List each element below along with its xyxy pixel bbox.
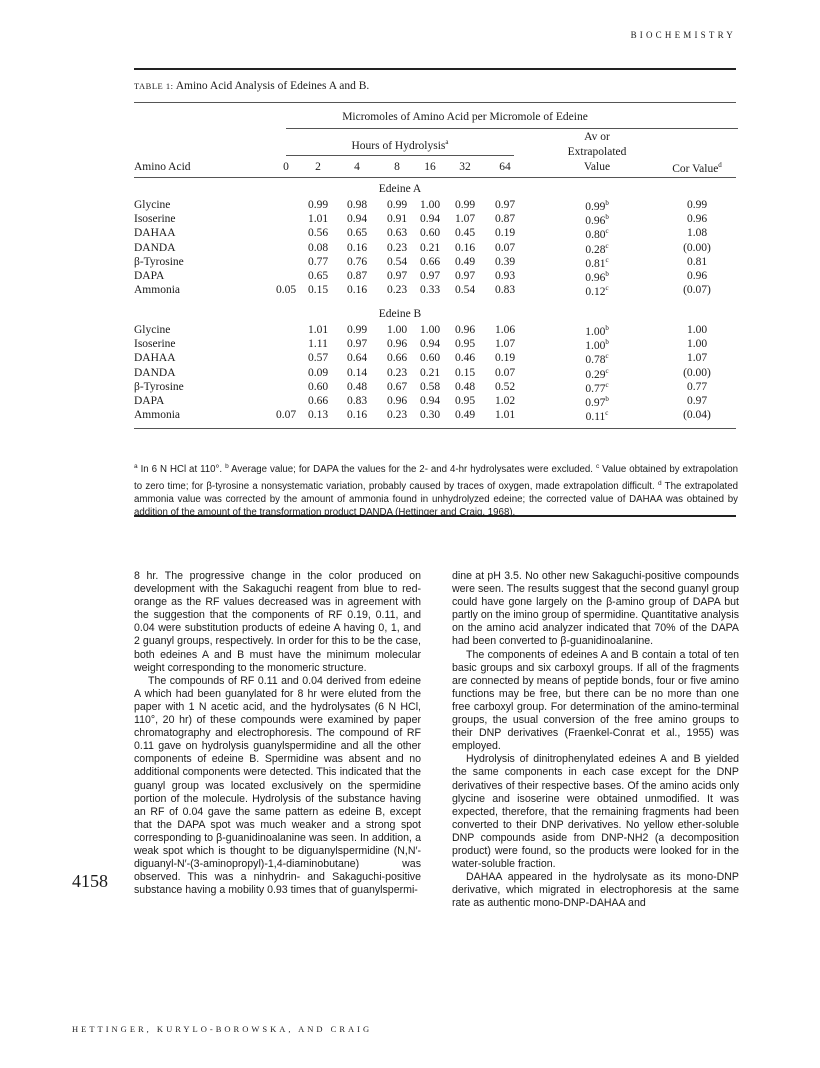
hydrolysis-value: 0.05 [275,284,297,297]
hours-col-label: 2 [315,161,321,173]
paragraph: Hydrolysis of dinitrophenylated edeines A and B yielded the same components in each case except for the DNP derivatives of their respective bases. Of the amino acids only glycine and isoserine were obtained unmodified. It was expected, therefore, that the remaining fragments had been converted to their DNP derivatives. No yellow ether-soluble DNP compounds aside from DNP-NH2 (a decomposition product) were found, so the products were looked for in the water-soluble fraction. [452,753,739,871]
hydrolysis-value: 0.19 [494,352,516,365]
hydrolysis-value: 0.87 [346,270,368,282]
hydrolysis-value: 0.21 [419,241,441,254]
average-number: 0.29 [585,368,606,381]
footnote-mark: c [595,463,600,470]
top-rule [134,68,736,70]
corrected-value: (0.00) [683,366,711,379]
journal-header: BIOCHEMISTRY [630,30,736,40]
amino-acid-name: Isoserine [134,338,176,351]
hydrolysis-value: 0.07 [494,241,516,254]
hydrolysis-value: 0.97 [386,270,408,282]
hydrolysis-value: 0.21 [419,366,441,379]
average-value [585,227,608,241]
amino-acid-name: DAPA [134,270,165,282]
hydrolysis-value: 0.49 [454,409,476,422]
corrected-value: 1.00 [686,338,708,351]
hydrolysis-value: 0.83 [494,284,516,297]
hydrolysis-value: 0.97 [419,270,441,282]
paragraph: dine at pH 3.5. No other new Sakaguchi-positive compounds were seen. The results suggest that the second guanyl group could have gone largely on the β-amino group of DAPA but partly on the imino group of spermidine. Quantitative analysis on the amino acid analyzer indicated that 70% of the DAPA had been converted to β-guanidinoalanine. [452,570,739,648]
cor-header: Cor Value$^d$ [672,161,722,175]
corrected-value: 0.99 [686,199,708,211]
hydrolysis-value: 0.16 [346,284,368,297]
hydrolysis-value: 0.83 [346,395,368,407]
bottom-rule [134,515,736,517]
footnote-text: The extrapolated ammonia value was corrected by the amount of ammonia found in unhydrolyzed edeine; the corrected value of DAHAA was obtained by addition of the amount of the transformation product DANDA (Hettinger and Craig, 1968). [134,480,738,519]
corrected-value: 1.08 [686,227,708,240]
corrected-value: (0.07) [683,284,711,297]
average-number: 0.78 [585,354,606,367]
paragraph: The compounds of RF 0.11 and 0.04 derived from edeine A which had been guanylated for 8 hr were eluted from the paper with 1 N acetic acid, and the hydrolysates (6 N HCl, 110°, 20 hr) of these compounds were examined by paper chromatography and electrophoresis. The compound of RF 0.11 gave on hydrolysis guanylspermidine and all the other components of edeine B. Spermidine was absent and no additional components were detected. This indicated that the guanyl group was located exclusively on the spermidine portion of the molecule. Hydrolysis of the substance having an RF of 0.04 gave the same pattern as edeine B, except that the DAPA spot was much weaker and a strong spot corresponding to β-guanidinoalanine was seen. In addition, a weak spot which is thought to be diguanylspermidine (N,N′-diguanyl-N′-(3-aminopropyl)-1,4-diaminobutane) was observed. This was a ninhydrin- and Sakaguchi-positive substance having a mobility 0.93 times that of guanylspermi- [134,674,421,897]
table-row [0,395,820,409]
hydrolysis-value: 0.76 [346,255,368,268]
hydrolysis-value: 1.00 [386,324,408,336]
hydrolysis-value: 0.66 [307,395,329,407]
hydrolysis-value: 0.08 [307,241,329,254]
table-row [0,324,820,338]
hydrolysis-value: 0.96 [454,324,476,336]
average-number: 0.80 [585,229,606,242]
hydrolysis-value: 0.93 [494,270,516,282]
average-note: c [605,352,609,361]
table-row [0,367,820,381]
average-number: 1.00 [585,340,606,353]
amino-acid-name: DAPA [134,395,165,407]
amino-acid-name: Isoserine [134,213,176,226]
average-note: b [605,199,609,207]
average-number: 0.96 [585,271,606,284]
hydrolysis-value: 0.57 [307,352,329,365]
footnote-text: Average value; for DAPA the values for the 2- and 4-hr hydrolysates were excluded. [228,464,596,476]
hydrolysis-value: 0.66 [419,255,441,268]
av-header-2: Extrapolated [567,146,627,158]
hydrolysis-value: 1.01 [494,409,516,422]
average-note: c [605,284,609,293]
average-note: b [605,324,609,332]
hydrolysis-value: 0.94 [419,213,441,226]
table-row [0,409,820,423]
table-footnotes [134,460,738,520]
average-note: c [605,366,609,375]
hours-col-label: 0 [283,161,289,173]
hydrolysis-value: 0.39 [494,255,516,268]
hydrolysis-value: 0.16 [346,409,368,422]
amino-acid-name: Ammonia [134,409,180,422]
hydrolysis-value: 0.63 [386,227,408,240]
amino-acid-name: β-Tyrosine [134,255,184,268]
hydrolysis-value: 0.67 [386,380,408,393]
amino-acid-name: Glycine [134,199,171,211]
corrected-value: 1.00 [686,324,708,336]
hydrolysis-value: 0.15 [454,366,476,379]
footnote-mark: b [225,463,229,470]
table-row [0,213,820,227]
hydrolysis-value: 0.33 [419,284,441,297]
table-row [0,256,820,270]
hydrolysis-value: 0.30 [419,409,441,422]
paragraph: DAHAA appeared in the hydrolysate as its mono-DNP derivative, which migrated in electrophoresis at the same rate as authentic mono-DNP-DAHAA and [452,871,739,910]
hours-col-label: 4 [354,161,360,173]
average-value [585,270,609,284]
amino-acid-header: Amino Acid [134,161,191,173]
hydrolysis-value: 0.58 [419,380,441,393]
hours-rule [286,155,514,156]
average-number: 0.99 [585,200,606,213]
average-number: 0.77 [585,382,606,395]
right-column [452,570,739,910]
hours-col-label: 16 [424,161,436,173]
page-number: 4158 [72,871,108,891]
hydrolysis-value: 0.54 [454,284,476,297]
average-value [585,256,608,270]
hydrolysis-value: 0.45 [454,227,476,240]
average-value [585,284,608,298]
corrected-value: 0.77 [686,380,708,393]
table-row [0,199,820,213]
hydrolysis-value: 1.11 [308,338,328,351]
hydrolysis-value: 0.52 [494,380,516,393]
hours-col-label: 8 [394,161,400,173]
average-value [585,242,608,256]
hydrolysis-value: 0.97 [346,338,368,351]
hydrolysis-value: 0.94 [419,338,441,351]
hydrolysis-value: 0.97 [454,270,476,282]
average-value [585,338,609,352]
hydrolysis-value: 0.48 [454,380,476,393]
hydrolysis-value: 0.23 [386,284,408,297]
average-value [585,352,608,366]
section-header: Edeine B [378,308,422,320]
average-number: 0.81 [585,257,606,270]
average-note: c [605,409,609,418]
corrected-value: (0.04) [683,409,711,422]
average-value [585,395,609,409]
header-rule [134,177,736,178]
average-value [585,324,609,338]
running-authors: HETTINGER, KURYLO-BOROWSKA, AND CRAIG [72,1024,373,1034]
table-row [0,270,820,284]
section-header: Edeine A [378,183,422,195]
hydrolysis-value: 0.23 [386,409,408,422]
paragraph: 8 hr. The progressive change in the color produced on development with the Sakaguchi reagent from blue to red-orange as the RF values decreased was in agreement with the suggestion that the components of RF 0.19, 0.11, and 0.04 were substitution products of edeine A having 0, 1, and 2 guanyl groups, respectively. In order for this to be the case, both edeines A and B must have the minimum molecular weight corresponding to the monomeric structure. [134,570,421,674]
hours-col-label: 64 [499,161,511,173]
amino-acid-name: DAHAA [134,227,176,240]
hydrolysis-value: 0.96 [386,395,408,407]
average-note: c [605,380,609,389]
hydrolysis-value: 0.97 [494,199,516,211]
hydrolysis-value: 0.65 [346,227,368,240]
hydrolysis-value: 0.13 [307,409,329,422]
average-value [585,199,609,213]
amino-acid-name: β-Tyrosine [134,380,184,393]
average-note: c [605,227,609,236]
spanner-rule [286,128,738,129]
hydrolysis-value: 0.65 [307,270,329,282]
hydrolysis-value: 0.99 [346,324,368,336]
hydrolysis-value: 0.95 [454,338,476,351]
hydrolysis-value: 0.87 [494,213,516,226]
table-row [0,284,820,298]
table-label: TABLE 1: [134,81,174,91]
hydrolysis-value: 1.00 [419,324,441,336]
hydrolysis-value: 0.15 [307,284,329,297]
average-number: 0.11 [585,411,606,424]
corrected-value: 1.07 [686,352,708,365]
average-value [585,381,608,395]
hydrolysis-value: 0.19 [494,227,516,240]
hydrolysis-value: 1.06 [494,324,516,336]
hours-header: Hours of Hydrolysis$^a$ [351,138,449,152]
hydrolysis-value: 0.98 [346,199,368,211]
hydrolysis-value: 0.94 [419,395,441,407]
average-number: 0.96 [585,215,606,228]
hydrolysis-value: 0.07 [494,366,516,379]
hydrolysis-value: 0.91 [386,213,408,226]
average-note: c [605,241,609,250]
average-note: b [605,338,609,347]
av-header-3: Value [583,161,611,173]
average-number: 0.97 [585,396,606,409]
average-value [585,213,609,227]
hydrolysis-value: 0.49 [454,255,476,268]
table-row [0,352,820,366]
hydrolysis-value: 0.60 [307,380,329,393]
table-spanner: Micromoles of Amino Acid per Micromole of Edeine [342,111,588,123]
average-note: b [605,213,609,222]
table-row [0,381,820,395]
hydrolysis-value: 0.56 [307,227,329,240]
hydrolysis-value: 0.99 [454,199,476,211]
footnote-text: Value obtained by extrapolation to zero time; for β-tyrosine a nonsystematic variation, probably caused by traces of oxygen, made extrapolation difficult. [134,464,738,492]
footnote-text: In 6 N HCl at 110°. [137,464,226,476]
hydrolysis-value: 0.46 [454,352,476,365]
hydrolysis-value: 0.23 [386,241,408,254]
table-title [134,80,369,92]
hydrolysis-value: 1.02 [494,395,516,407]
table-rule-top [134,102,736,103]
corrected-value: 0.96 [686,213,708,226]
footnote-mark: a [134,463,138,470]
hydrolysis-value: 0.23 [386,366,408,379]
hydrolysis-value: 0.77 [307,255,329,268]
table-caption: Amino Acid Analysis of Edeines A and B. [175,80,370,92]
hydrolysis-value: 1.07 [494,338,516,351]
hydrolysis-value: 0.95 [454,395,476,407]
average-number: 0.12 [585,286,606,299]
hydrolysis-value: 1.07 [454,213,476,226]
average-number: 1.00 [585,325,606,338]
average-note: c [605,255,609,264]
hours-col-label: 32 [459,161,471,173]
hydrolysis-value: 0.64 [346,352,368,365]
amino-acid-name: DANDA [134,241,176,254]
average-value [585,367,608,381]
average-number: 0.28 [585,243,606,256]
av-header-1: Av or [584,131,610,143]
corrected-value: 0.96 [686,270,708,282]
amino-acid-name: DANDA [134,366,176,379]
hydrolysis-value: 0.14 [346,366,368,379]
corrected-value: 0.97 [686,395,708,407]
hydrolysis-value: 1.01 [307,213,329,226]
hydrolysis-value: 1.00 [419,199,441,211]
hydrolysis-value: 0.96 [386,338,408,351]
paragraph: The components of edeines A and B contain a total of ten basic groups and six carboxyl groups. If all of the fragments are connected by means of peptide bonds, four or five amino functions may be free, but there can be no more than one free carboxyl group. For determination of the amino-terminal groups, the usual conversion of the free amino groups to their DNP derivatives (Fraenkel-Conrat et al., 1955) was employed. [452,648,739,753]
table-rule-bottom [134,428,736,429]
average-note: b [605,270,609,278]
footnote-mark: d [657,479,662,487]
hydrolysis-value: 0.66 [386,352,408,365]
table-row [0,242,820,256]
corrected-value: (0.00) [683,241,711,254]
amino-acid-name: Glycine [134,324,171,336]
amino-acid-name: Ammonia [134,284,180,297]
hydrolysis-value: 0.16 [346,241,368,254]
hydrolysis-value: 0.99 [386,199,408,211]
average-note: b [605,395,609,403]
hydrolysis-value: 0.99 [307,199,329,211]
hydrolysis-value: 0.94 [346,213,368,226]
hydrolysis-value: 0.60 [419,227,441,240]
average-value [586,409,609,423]
amino-acid-name: DAHAA [134,352,176,365]
hydrolysis-value: 0.09 [307,366,329,379]
left-column [134,570,421,897]
hydrolysis-value: 0.60 [419,352,441,365]
corrected-value: 0.81 [686,255,708,268]
hydrolysis-value: 1.01 [307,324,329,336]
table-row [0,338,820,352]
hydrolysis-value: 0.48 [346,380,368,393]
table-row [0,227,820,241]
hydrolysis-value: 0.07 [275,409,297,422]
hydrolysis-value: 0.16 [454,241,476,254]
hydrolysis-value: 0.54 [386,255,408,268]
